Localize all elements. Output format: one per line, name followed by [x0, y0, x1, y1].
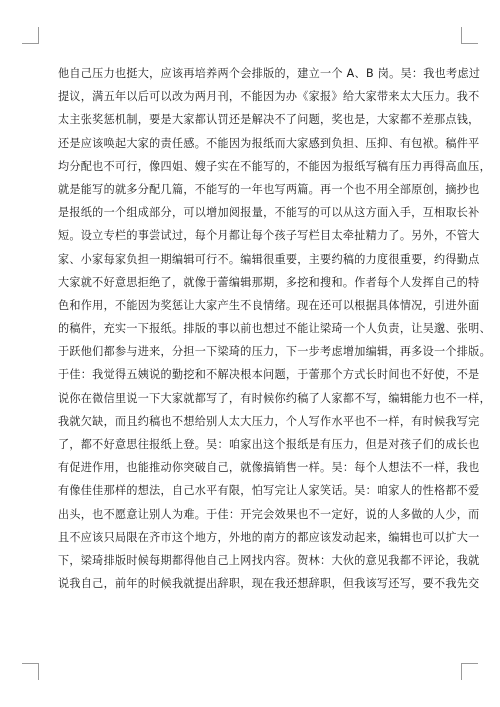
crop-mark-bottom-left-vertical	[38, 663, 39, 680]
text-line: 均分配也不可行，像四姐、嫂子实在不能写的，不能因为报纸写稿有压力再得高血压，	[58, 159, 491, 173]
text-line: 说你在微信里说一下大家就都写了，有时候你约稿了人家都不写，编辑能力也不一样，	[58, 391, 491, 405]
text-line: 是报纸的一个组成部分，可以增加阅报量，不能写的可以从这方面入手，互相取长补	[58, 206, 480, 220]
body-text	[58, 62, 491, 595]
text-line: 太主张奖惩机制，要是大家都认罚还是解决不了问题，奖也是，大家都不差那点钱，	[58, 113, 480, 127]
text-line: 色和作用，不能因为奖惩让大家产生不良情绪。现在还可以根据具体情况，引进外面	[58, 298, 480, 312]
text-line: 于跃他们都参与进来，分担一下梁琦的压力，下一步考虑增加编辑，再多设一个排版。	[58, 345, 491, 359]
text-line: 了，都不好意思往报纸上登。吴：咱家出这个报纸是有压力，但是对孩子们的成长也	[58, 438, 480, 451]
crop-mark-top-left-horizontal	[22, 43, 39, 44]
crop-mark-bottom-left-horizontal	[22, 663, 39, 664]
text-line: 就是能写的就多分配几篇，不能写的一年也写两篇。再一个也不用全部原创，摘抄也	[58, 182, 480, 196]
text-line: 出头，也不愿意让别人为难。于佳：开完会效果也不一定好，说的人多做的人少，而	[58, 507, 480, 521]
text-line: 家、小家每家负担一期编辑可行不。编辑很重要，主要约稿的力度很重要，约得勤点	[58, 252, 480, 266]
text-line: 于佳：我觉得五姨说的勤挖和不解决根本问题，于蕾那个方式长时间也不好使，不是	[58, 368, 480, 382]
crop-mark-top-right-horizontal	[461, 43, 478, 44]
crop-mark-bottom-right-vertical	[461, 663, 462, 680]
text-line: 的稿件，充实一下报纸。排版的事以前也想过不能让梁琦一个人负责，让吴邈、张明、	[58, 322, 491, 336]
text-line: 大家就不好意思拒绝了，就像于蕾编辑那期，多挖和搜和。作者每个人发挥自己的特	[58, 275, 480, 289]
crop-mark-top-left-vertical	[38, 27, 39, 44]
crop-mark-bottom-right-horizontal	[461, 663, 478, 664]
text-line: 短。设立专栏的事尝试过，每个月都让每个孩子写栏目太牵扯精力了。另外，不管大	[58, 229, 480, 243]
text-line: 他自己压力也挺大，应该再培养两个会排版的，建立一个 A、B 岗。吴：我也考虑过	[58, 67, 481, 80]
crop-mark-top-right-vertical	[461, 27, 462, 44]
text-line: 有促进作用，也能推动你突破自己，就像搞销售一样。吴：每个人想法不一样，我也	[58, 461, 480, 475]
text-line: 下，梁琦排版时候每期都得他自己上网找内容。贺林：大伙的意见我都不评论，我就	[58, 553, 480, 567]
text-line: 还是应该唤起大家的责任感。不能因为报纸而大家感到负担、压抑、有包袱。稿件平	[58, 136, 480, 150]
text-line: 说我自己，前年的时候我就提出辞职，现在我还想辞职，但我该写还写，要不我先交	[58, 577, 480, 591]
text-line: 提议，满五年以后可以改为两月刊，不能因为办《家报》给大家带来太大压力。我不	[58, 90, 480, 104]
text-line: 我就欠缺，而且约稿也不想给别人太大压力，个人写作水平也不一样，有时候我写完	[58, 414, 480, 428]
text-line: 且不应该只局限在齐市这个地方，外地的南方的都应该发动起来，编辑也可以扩大一	[58, 530, 480, 544]
text-line: 有像佳佳那样的想法，自己水平有限，怕写完让人家笑话。吴：咱家人的性格都不爱	[58, 484, 480, 498]
